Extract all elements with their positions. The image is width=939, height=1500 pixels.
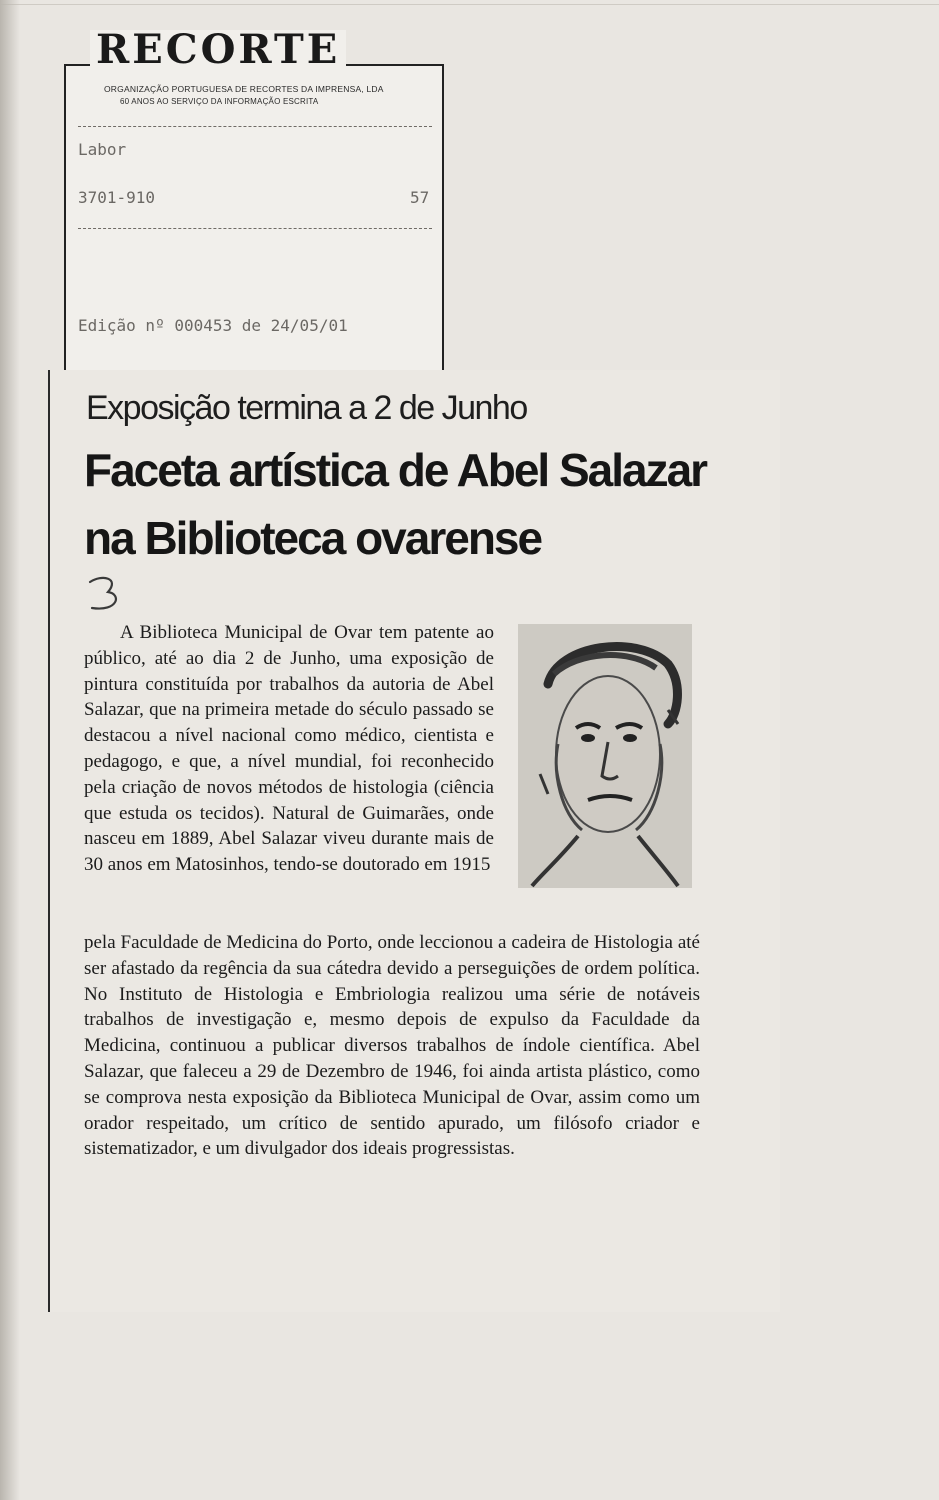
article-body-continued: pela Faculdade de Medicina do Porto, onde leccionou a cadeira de Histologia até ser afastado da regência da sua cátedra devido a perseguições de ordem política. No Instituto de Histologia e Embriologia realizou uma série de notáveis trabalhos de investigação e, mesmo depois de expulso da Faculdade da Medicina, continuou a publicar diversos trabalhos de índole científica. Abel Salazar, que faleceu a 29 de Dezembro de 1946, foi ainda artista plástico, como se comprova nesta exposição da Biblioteca Municipal de Ovar, assim como um orador respeitado, um crítico de sentido apurado, um filósofo criador e sistematizador, e um divulgador dos ideais progressistas. <box>84 932 700 1160</box>
dashed-divider <box>78 126 432 127</box>
portrait-photo <box>518 624 692 888</box>
dashed-divider <box>78 228 432 229</box>
recorte-logo: RECORTE <box>90 30 346 70</box>
organization-name: ORGANIZAÇÃO PORTUGUESA DE RECORTES DA IMPRENSA, LDA <box>104 84 384 94</box>
reference-code: 3701-910 <box>78 188 156 207</box>
handwritten-mark-icon <box>84 572 128 616</box>
scan-top-edge <box>0 4 939 5</box>
article-body-intro: A Biblioteca Municipal de Ovar tem patente ao público, até ao dia 2 de Junho, uma exposição de pintura constituída por trabalhos da autoria de Abel Salazar, que na primeira metade do século passado se destacou a nível nacional como médico, cientista e pedagogo, e que, a nível mundial, foi reconhecido pela criação de novos métodos de histologia (ciência que estuda os tecidos). Natural de Guimarães, onde nasceu em 1889, Abel Salazar viveu durante mais de 30 anos em Matosinhos, tendo-se doutorado em 1915 <box>84 622 494 876</box>
edition-line: Edição nº 000453 de 24/05/01 <box>78 316 348 335</box>
article-kicker: Exposição termina a 2 de Junho <box>86 389 527 427</box>
publication-name: Labor <box>78 140 127 159</box>
headline-line-1: Faceta artística de Abel Salazar <box>84 444 707 496</box>
scan-left-shadow <box>0 0 20 1500</box>
headline-line-2: na Biblioteca ovarense <box>84 512 542 564</box>
page-number: 57 <box>410 188 430 207</box>
organization-tagline: 60 ANOS AO SERVIÇO DA INFORMAÇÃO ESCRITA <box>120 97 319 106</box>
